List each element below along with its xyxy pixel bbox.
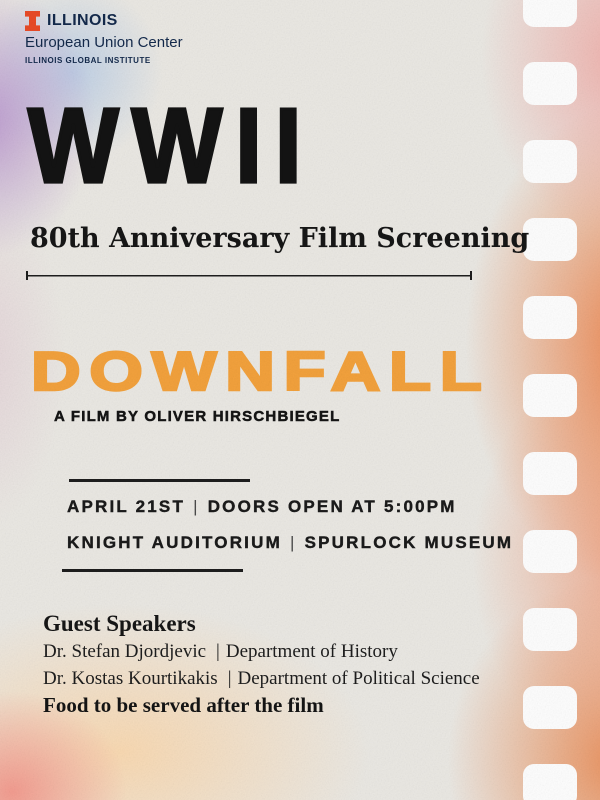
film-perforation [523, 530, 577, 573]
food-note: Food to be served after the film [43, 693, 324, 717]
film-title: DOWNFALL [31, 340, 491, 402]
logo-row [25, 11, 183, 31]
headline-title: WWII [28, 87, 315, 206]
logo-university-name: ILLINOIS [47, 12, 118, 29]
film-perforation [523, 374, 577, 417]
speaker-row [43, 641, 398, 663]
pipe-separator: | [216, 641, 220, 662]
film-perforation [523, 140, 577, 183]
event-time: DOORS OPEN AT 5:00PM [207, 497, 457, 516]
divider-line-bottom [62, 569, 243, 572]
logo-unit-name: European Union Center [25, 34, 183, 51]
speaker-name: Dr. Kostas Kourtikakis [43, 668, 218, 689]
film-byline: A FILM BY OLIVER HIRSCHBIEGEL [54, 408, 341, 425]
film-perforation [523, 62, 577, 105]
film-perforation [523, 686, 577, 729]
film-perforation [523, 296, 577, 339]
event-venue-line [67, 533, 513, 553]
event-date-time-line [67, 497, 457, 517]
divider-line-long [26, 271, 472, 280]
film-perforation [523, 0, 577, 27]
event-date: APRIL 21ST [67, 497, 186, 516]
film-perforation [523, 764, 577, 800]
film-perforation [523, 452, 577, 495]
speaker-department: Department of History [225, 641, 398, 662]
film-perforation [523, 608, 577, 651]
film-perforation [523, 218, 577, 261]
event-venue: KNIGHT AUDITORIUM [67, 533, 282, 552]
illinois-block-i-icon [25, 11, 40, 31]
divider-line-top [69, 479, 250, 482]
event-building: SPURLOCK MUSEUM [304, 533, 514, 552]
speaker-row [43, 668, 480, 690]
speaker-name: Dr. Stefan Djordjevic [43, 641, 207, 662]
logo-block [25, 11, 183, 65]
filmstrip-perforations [523, 0, 577, 800]
headline-subtitle: 80th Anniversary Film Screening [30, 223, 530, 254]
speaker-department: Department of Political Science [237, 668, 480, 689]
pipe-separator: | [289, 533, 297, 552]
logo-institute-name: ILLINOIS GLOBAL INSTITUTE [25, 56, 151, 65]
speakers-heading: Guest Speakers [43, 611, 196, 636]
pipe-separator: | [193, 497, 200, 516]
pipe-separator: | [227, 668, 232, 689]
